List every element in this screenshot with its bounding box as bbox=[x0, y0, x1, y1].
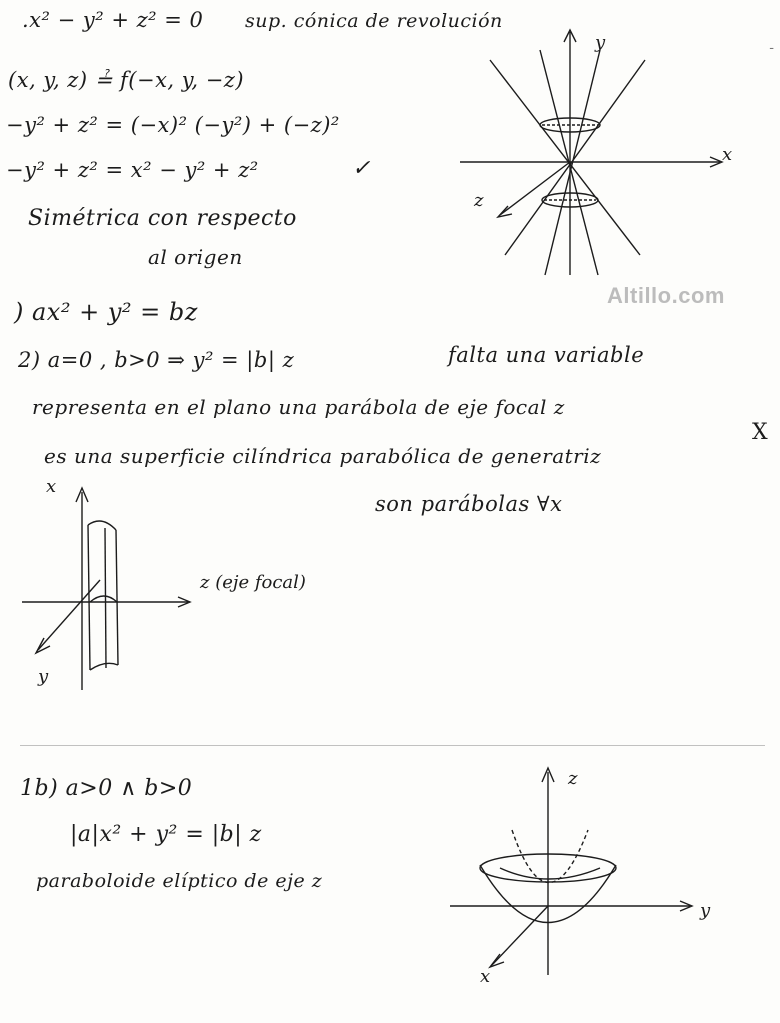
z-axis-label: z bbox=[568, 768, 578, 789]
top-parabola bbox=[88, 521, 116, 530]
bottom-parabola bbox=[90, 663, 118, 670]
section-divider bbox=[20, 745, 765, 746]
symmetry-line-1: −y² + z² = (−x)² (−y²) + (−z)² bbox=[6, 113, 340, 137]
symmetry-test-line: (x, y, z) ≟ f(−x, y, −z) bbox=[8, 68, 245, 92]
symmetry-line-2: −y² + z² = x² − y² + z² bbox=[6, 158, 259, 182]
case-2-line-3: es una superficie cilíndrica parabólica de generatriz bbox=[44, 444, 602, 468]
x-axis-label: x bbox=[480, 966, 491, 987]
double-cone-figure bbox=[430, 20, 750, 290]
case-2-line-3-end: X bbox=[752, 420, 769, 445]
z-axis-label: z bbox=[474, 190, 484, 211]
watermark: Altillo.com bbox=[607, 283, 725, 308]
x-axis-label: x bbox=[722, 144, 733, 165]
elliptic-paraboloid-figure bbox=[440, 760, 740, 990]
case-1b-equation: |a|x² + y² = |b| z bbox=[70, 822, 262, 847]
y-axis-arrow bbox=[36, 638, 50, 653]
cone-equation: .x² − y² + z² = 0 bbox=[22, 8, 204, 32]
case-1b-description: paraboloide elíptico de eje z bbox=[36, 870, 323, 892]
y-axis-label: y bbox=[38, 666, 49, 687]
symmetry-conclusion-1: Simétrica con respecto bbox=[28, 206, 297, 231]
margin-mark: - bbox=[769, 40, 774, 56]
case-2-line-2: representa en el plano una parábola de eje focal z bbox=[32, 395, 565, 419]
x-axis-label: x bbox=[46, 476, 57, 497]
case-2-line-4: son parábolas ∀x bbox=[375, 492, 563, 516]
check-mark: ✓ bbox=[352, 156, 371, 181]
case-1b-condition: 1b) a>0 ∧ b>0 bbox=[20, 776, 193, 801]
case-2-note: falta una variable bbox=[448, 343, 645, 367]
y-axis-label: y bbox=[595, 32, 606, 53]
parabolic-cylinder-figure bbox=[10, 470, 370, 700]
z-axis-label: z (eje focal) bbox=[200, 572, 306, 593]
case-2-equation: 2) a=0 , b>0 ⇒ y² = |b| z bbox=[18, 348, 295, 372]
cone-equation-note: sup. cónica de revolución bbox=[245, 10, 503, 32]
y-axis-line bbox=[38, 580, 100, 650]
surface-equation: ) ax² + y² = bz bbox=[14, 298, 198, 326]
y-axis-label: y bbox=[700, 900, 711, 921]
x-axis-line bbox=[492, 906, 548, 965]
middle-parabola bbox=[90, 596, 117, 602]
cone-generatrix-2 bbox=[505, 60, 645, 255]
symmetry-conclusion-2: al origen bbox=[148, 245, 243, 269]
cone-generatrix-1 bbox=[490, 60, 640, 255]
